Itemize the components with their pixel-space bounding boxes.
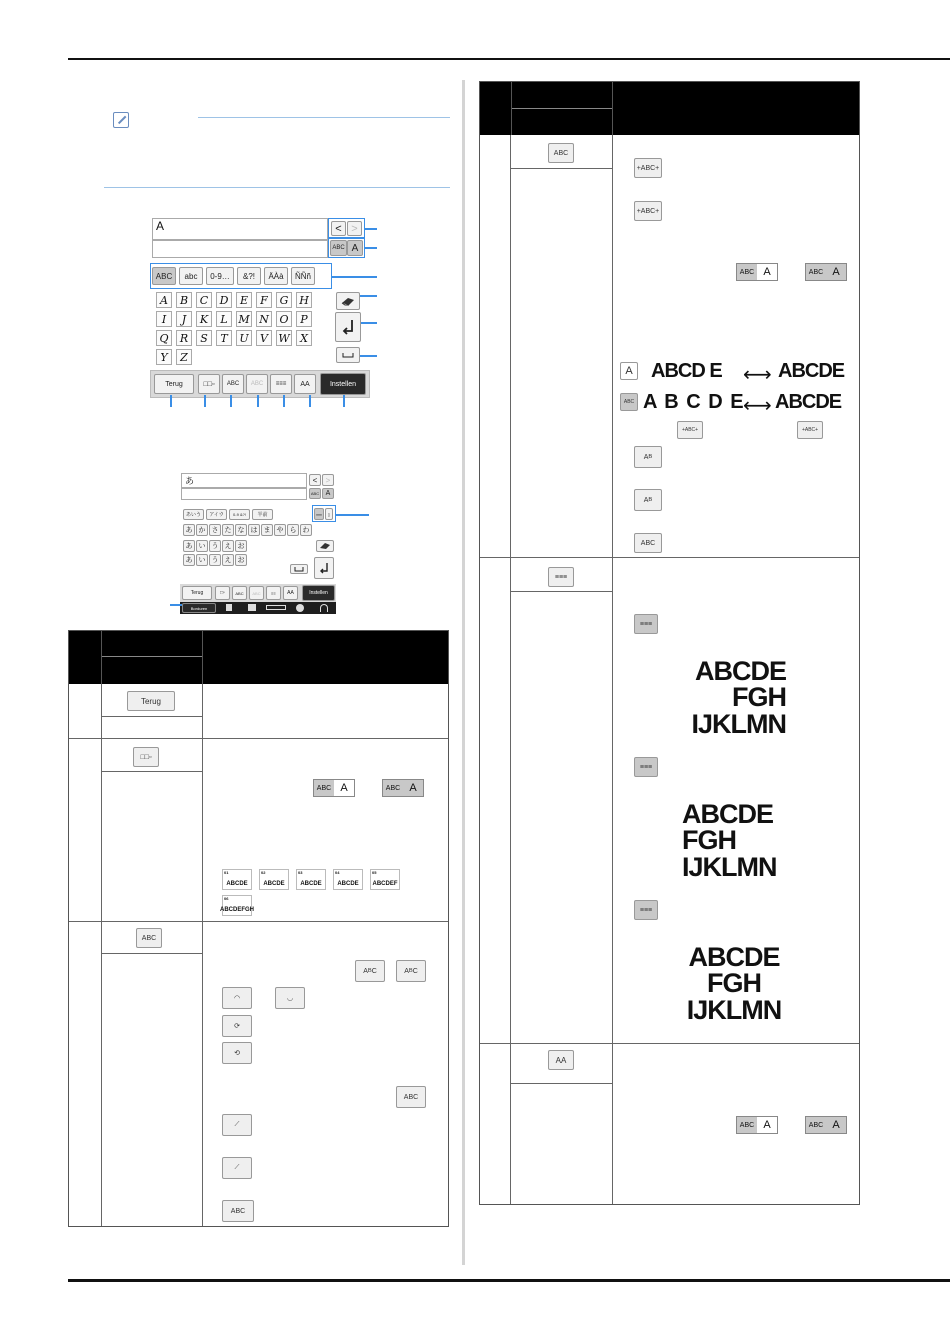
- settings-icon[interactable]: [296, 604, 304, 612]
- example-1-right: ABCDE: [778, 360, 845, 382]
- callout-line: [332, 276, 377, 278]
- kana-key[interactable]: た: [222, 524, 234, 536]
- jp-tabs: [183, 509, 273, 520]
- align-left-line-3: IJKLMN: [682, 852, 777, 882]
- font-sample-number: 06: [224, 896, 229, 901]
- font-sample: [333, 869, 363, 890]
- right-row1-pair-1: ABC A: [736, 263, 778, 281]
- kana-key[interactable]: う: [209, 554, 221, 566]
- align-left-line-1: ABCDE: [682, 799, 774, 829]
- callout-line: [360, 355, 377, 357]
- jp-font-abc-button[interactable]: ABC: [309, 488, 321, 499]
- jp-kana-row-2: [183, 554, 247, 566]
- jp-eraser-button[interactable]: [316, 540, 334, 552]
- jp-align-button[interactable]: ≡≡: [266, 586, 281, 600]
- letter-key[interactable]: M: [236, 311, 252, 327]
- keyboard-screen: [150, 216, 370, 401]
- spacing-wide-icon: +ABC+: [634, 201, 662, 221]
- font-sample-text: ABCDE: [300, 881, 322, 887]
- kana-key[interactable]: ま: [261, 524, 273, 536]
- kana-key[interactable]: あ: [183, 540, 195, 552]
- callout-line: [361, 322, 377, 324]
- font-a-button[interactable]: A: [347, 240, 363, 256]
- tab-upper[interactable]: ABC: [152, 267, 176, 285]
- left-table-vline: [101, 684, 102, 1226]
- kana-key[interactable]: あ: [183, 554, 195, 566]
- callout-line: [365, 247, 377, 249]
- jp-font-a-button[interactable]: A: [322, 488, 334, 499]
- jp-back-button[interactable]: Terug: [182, 586, 212, 600]
- letter-key[interactable]: T: [216, 330, 232, 346]
- left-subrow-divider: [102, 716, 202, 717]
- right-header-divider: [511, 108, 612, 109]
- memo-top-line: [198, 117, 450, 118]
- jp-space-button[interactable]: [290, 564, 308, 574]
- jp-cursor-right-button[interactable]: >: [322, 474, 334, 486]
- letter-key[interactable]: Q: [156, 330, 172, 346]
- right-subrow-divider: [511, 168, 612, 169]
- tab-lower[interactable]: abc: [179, 267, 203, 285]
- left-row2-pair-1: ABC A: [313, 779, 355, 797]
- cursor-right-button[interactable]: >: [347, 221, 362, 236]
- font-sample-number: 05: [372, 870, 377, 875]
- jp-text-preview: [181, 488, 307, 500]
- tab-digits[interactable]: 0-9…: [206, 267, 234, 285]
- back-button-sample: Terug: [127, 691, 175, 711]
- swap-arrow-icon: ⟷: [743, 395, 772, 417]
- letter-key[interactable]: N: [256, 311, 272, 327]
- align-center-icon: ≡≡≡: [634, 757, 658, 777]
- letter-key[interactable]: V: [256, 330, 272, 346]
- example-2-label: ABC: [620, 393, 638, 411]
- kana-key[interactable]: い: [196, 540, 208, 552]
- font-select-button[interactable]: □□▫: [198, 374, 220, 394]
- letter-key[interactable]: P: [296, 311, 312, 327]
- jp-orientation-horizontal[interactable]: ══: [314, 508, 324, 520]
- letter-key[interactable]: L: [216, 311, 232, 327]
- letter-key[interactable]: H: [296, 292, 312, 308]
- font-sample: [370, 869, 400, 890]
- tab-accented-1[interactable]: ÄÀà: [264, 267, 288, 285]
- size-button[interactable]: AA: [294, 374, 316, 394]
- letter-key[interactable]: G: [276, 292, 292, 308]
- right-row3-pair-1: ABC A: [736, 1116, 778, 1134]
- left-function-table: [68, 630, 449, 1227]
- left-row-divider: [69, 738, 448, 739]
- kana-key[interactable]: わ: [300, 524, 312, 536]
- font-sample-number: 03: [298, 870, 303, 875]
- callout-line: [257, 395, 259, 407]
- letter-key[interactable]: X: [296, 330, 312, 346]
- font-sample: [296, 869, 326, 890]
- enter-button[interactable]: [335, 312, 361, 342]
- letter-key[interactable]: B: [176, 292, 192, 308]
- thread-icon[interactable]: [266, 605, 286, 610]
- letter-key[interactable]: K: [196, 311, 212, 327]
- jp-array-button[interactable]: ABC: [232, 586, 247, 600]
- right-row-divider: [480, 1043, 859, 1044]
- slant-down-icon: ⟋: [222, 1114, 252, 1136]
- font-select-button-sample: □□▫: [133, 747, 159, 767]
- letter-key[interactable]: O: [276, 311, 292, 327]
- spacing-large-icon: +ABC+: [797, 421, 823, 439]
- callout-line: [309, 395, 311, 407]
- example-1-left: ABCD E: [651, 360, 722, 382]
- right-header-vline: [612, 82, 613, 135]
- font-sample: [222, 895, 252, 916]
- rotate-ccw-icon: ⟲: [222, 1042, 252, 1064]
- rotate-cw-icon: ⟳: [222, 1015, 252, 1037]
- space-button[interactable]: [336, 347, 360, 363]
- jp-set-button[interactable]: Instellen: [302, 585, 335, 601]
- left-subrow-divider: [102, 771, 202, 772]
- kana-key[interactable]: え: [222, 554, 234, 566]
- font-sample-text: ABCDE: [226, 881, 248, 887]
- jp-tab-digits[interactable]: 0-9 &?!: [229, 509, 250, 520]
- font-sample-number: 04: [335, 870, 340, 875]
- line-spacing-down-icon: A B: [634, 489, 662, 511]
- callout-box-tabs: [150, 263, 332, 289]
- jp-kana-column-keys: [183, 524, 312, 536]
- callout-box-cursor: [328, 218, 365, 238]
- kana-key[interactable]: や: [274, 524, 286, 536]
- jp-font-select-button[interactable]: □▫: [215, 586, 230, 600]
- font-sample-text: ABCDE: [263, 881, 285, 887]
- letter-key[interactable]: E: [236, 292, 252, 308]
- align-button[interactable]: ≡≡≡: [270, 374, 292, 394]
- jp-tab-hiragana[interactable]: あいう: [183, 509, 204, 520]
- letter-key[interactable]: C: [196, 292, 212, 308]
- jp-orientation-vertical[interactable]: ▯: [325, 508, 333, 520]
- right-header-vline: [511, 82, 512, 135]
- callout-line: [336, 514, 369, 516]
- right-subrow-divider: [511, 591, 612, 592]
- callout-line: [283, 395, 285, 407]
- jp-embroider-tab[interactable]: Borduren: [182, 603, 216, 613]
- align-right-line-1: ABCDE: [694, 656, 786, 686]
- left-row-divider: [69, 921, 448, 922]
- callout-line: [170, 395, 172, 407]
- jp-text-input[interactable]: あ: [181, 473, 307, 488]
- letter-key[interactable]: W: [276, 330, 292, 346]
- tab-accented-2[interactable]: ÑÑñ: [291, 267, 315, 285]
- align-left-line-2: FGH: [682, 825, 736, 855]
- eraser-button[interactable]: [336, 292, 360, 310]
- letter-key[interactable]: J: [176, 311, 192, 327]
- align-right-icon: ≡≡≡: [634, 900, 658, 920]
- reset-spacing-icon: ABC: [634, 533, 662, 553]
- example-1-label: A: [620, 362, 638, 380]
- jp-cursor-left-button[interactable]: <: [309, 474, 321, 486]
- example-2-right: ABCDE: [775, 391, 842, 413]
- font-sample-number: 02: [261, 870, 266, 875]
- space-icon: [342, 352, 354, 358]
- left-subrow-divider: [102, 953, 202, 954]
- letter-key[interactable]: R: [176, 330, 192, 346]
- back-button[interactable]: Terug: [154, 374, 194, 394]
- kana-key[interactable]: う: [209, 540, 221, 552]
- jp-spacing-button[interactable]: ABC: [249, 586, 264, 600]
- callout-line: [343, 395, 345, 407]
- enter-icon: [341, 319, 355, 335]
- reset-array-icon: ABC: [222, 1200, 254, 1222]
- kana-key[interactable]: か: [196, 524, 208, 536]
- kana-key[interactable]: な: [235, 524, 247, 536]
- bottom-rule: [68, 1279, 950, 1282]
- letter-key[interactable]: U: [236, 330, 252, 346]
- left-header-divider: [101, 656, 202, 657]
- font-sample: [222, 869, 252, 890]
- line-spacing-up-icon: A B: [634, 446, 662, 468]
- arc-up-icon: A B C: [355, 960, 385, 982]
- align-right-line-3: IJKLMN: [691, 709, 786, 739]
- enter-icon: [319, 562, 329, 574]
- left-header-vline: [101, 631, 102, 684]
- size-button-sample: AA: [548, 1050, 574, 1070]
- kana-key[interactable]: さ: [209, 524, 221, 536]
- left-table-header: [69, 631, 448, 684]
- japanese-keyboard-screen: [180, 472, 336, 614]
- align-center-line-2: FGH: [707, 968, 761, 998]
- right-function-table: [479, 81, 860, 1205]
- wifi-icon[interactable]: [320, 604, 328, 612]
- callout-line: [230, 395, 232, 407]
- jp-enter-button[interactable]: [314, 557, 334, 579]
- right-row-divider: [480, 557, 859, 558]
- text-input-value: A: [156, 219, 165, 233]
- spacing-button[interactable]: ABC: [246, 374, 268, 394]
- circle-bottom-icon: ◡: [275, 987, 305, 1009]
- kana-key[interactable]: え: [222, 540, 234, 552]
- jp-kana-row-1: [183, 540, 247, 552]
- memo-pencil-icon: [113, 112, 129, 128]
- arc-down-icon: A B C: [396, 960, 426, 982]
- tab-symbols[interactable]: &?!: [237, 267, 261, 285]
- left-table-vline: [202, 684, 203, 1226]
- array-button[interactable]: ABC: [222, 374, 244, 394]
- right-row3-pair-2: ABC A: [805, 1116, 847, 1134]
- spacing-small-icon: +ABC+: [677, 421, 703, 439]
- letter-key[interactable]: Y: [156, 349, 172, 365]
- align-right-line-2: FGH: [732, 682, 786, 712]
- font-sample-text: ABCDE: [337, 881, 359, 887]
- letter-key[interactable]: D: [216, 292, 232, 308]
- kana-key[interactable]: お: [235, 554, 247, 566]
- align-button-sample: ≡≡≡: [548, 567, 574, 587]
- right-subrow-divider: [511, 1083, 612, 1084]
- memo-bottom-line: [104, 187, 450, 188]
- letter-key[interactable]: Z: [176, 349, 192, 365]
- left-row2-pair-2: ABC A: [382, 779, 424, 797]
- callout-line: [204, 395, 206, 407]
- font-sample: [259, 869, 289, 890]
- page-icon[interactable]: [226, 604, 232, 611]
- straight-array-icon: ABC: [396, 1086, 426, 1108]
- set-button[interactable]: Instellen: [320, 373, 366, 395]
- spacing-button-sample: ABC: [548, 143, 574, 163]
- jp-tab-halfwidth[interactable]: 半前: [252, 509, 273, 520]
- letter-key[interactable]: I: [156, 311, 172, 327]
- callout-line: [365, 228, 377, 230]
- eraser-icon: [340, 296, 356, 306]
- right-row1-pair-2: ABC A: [805, 263, 847, 281]
- kana-key[interactable]: ら: [287, 524, 299, 536]
- space-icon: [294, 567, 304, 572]
- column-divider: [462, 80, 465, 1265]
- example-2-left: A B C D E: [643, 391, 745, 413]
- jp-size-button[interactable]: AA: [283, 586, 298, 600]
- help-icon[interactable]: [248, 604, 256, 611]
- cursor-left-button[interactable]: <: [331, 221, 346, 236]
- font-sample-number: 01: [224, 870, 229, 875]
- letter-key[interactable]: A: [156, 292, 172, 308]
- array-button-sample: ABC: [136, 928, 162, 948]
- align-left-icon: ≡≡≡: [634, 614, 658, 634]
- callout-line: [360, 295, 377, 297]
- circle-top-icon: ◠: [222, 987, 252, 1009]
- kana-key[interactable]: は: [248, 524, 260, 536]
- top-rule: [68, 58, 950, 60]
- kana-key[interactable]: い: [196, 554, 208, 566]
- jp-tab-katakana[interactable]: アイウ: [206, 509, 227, 520]
- text-input[interactable]: [152, 218, 328, 240]
- eraser-icon: [319, 542, 331, 550]
- font-sample-text: ABCDEF: [372, 881, 398, 887]
- text-preview: [152, 240, 328, 258]
- letter-key[interactable]: S: [196, 330, 212, 346]
- align-center-line-1: ABCDE: [688, 942, 780, 972]
- kana-key[interactable]: お: [235, 540, 247, 552]
- kana-key[interactable]: あ: [183, 524, 195, 536]
- font-abc-button[interactable]: ABC: [330, 240, 347, 256]
- spacing-narrow-icon: +ABC+: [634, 158, 662, 178]
- align-center-line-3: IJKLMN: [686, 995, 782, 1025]
- slant-up-icon: ⟋: [222, 1157, 252, 1179]
- callout-box-orientation: [312, 505, 336, 522]
- left-header-vline: [202, 631, 203, 684]
- callout-box-font: [328, 238, 365, 258]
- font-sample-text: ABCDEFGH: [220, 907, 254, 913]
- letter-key[interactable]: F: [256, 292, 272, 308]
- callout-line: [170, 604, 182, 606]
- swap-arrow-icon: ⟷: [743, 364, 772, 386]
